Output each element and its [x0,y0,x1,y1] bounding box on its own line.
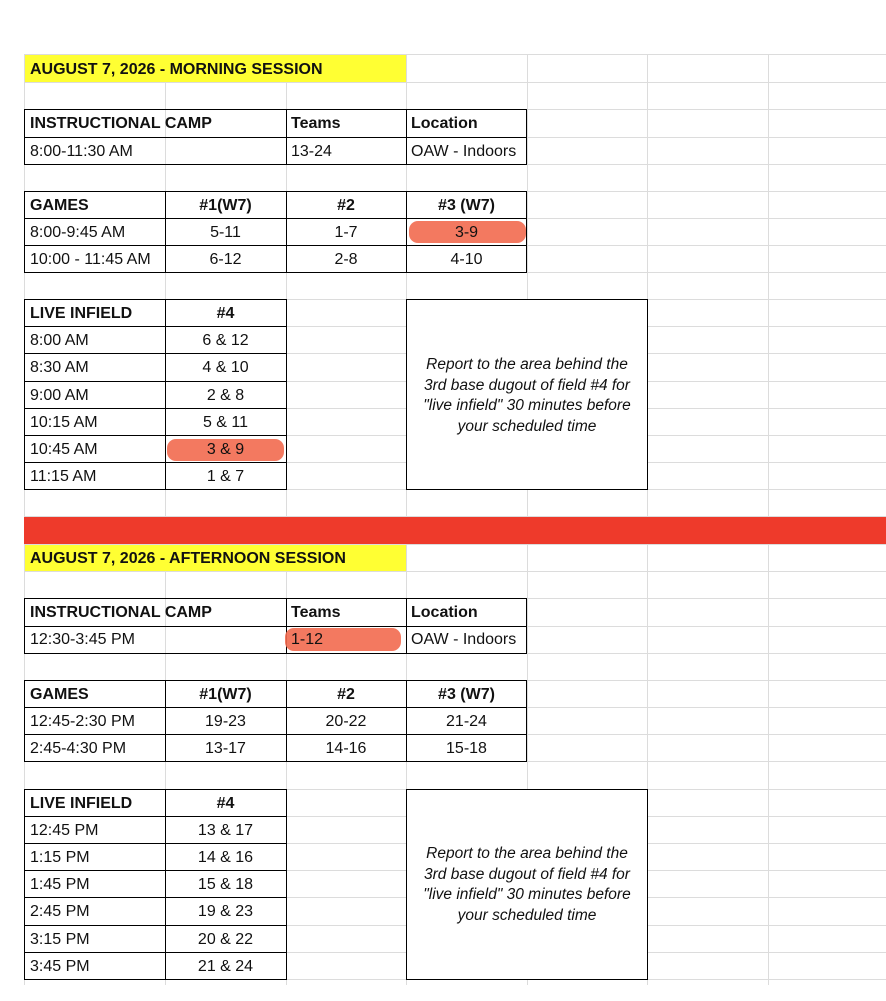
afternoon-note-text [407,844,647,926]
afternoon-games-row-divider-2 [24,734,527,735]
afternoon-games-field3-header: #3 (W7) [438,686,495,703]
afternoon-infield-teams: 21 & 24 [197,958,254,975]
afternoon-infield-row-divider-6 [24,952,287,953]
morning-infield-header: LIVE INFIELD [30,305,133,322]
morning-camp-teams-header: Teams [291,115,341,132]
morning-infield-time: 10:45 AM [30,441,98,458]
morning-infield-row-divider-4 [24,408,287,409]
afternoon-infield-teams: 19 & 23 [197,903,254,920]
morning-camp-col-divider-1 [286,109,287,165]
morning-infield-row-divider-2 [24,353,287,354]
afternoon-games-row2-field1: 13-17 [205,740,246,757]
morning-infield-field-header: #4 [216,305,235,322]
morning-camp-header: INSTRUCTIONAL CAMP [30,115,212,132]
afternoon-games-row2-field2: 14-16 [325,740,367,757]
morning-infield-time: 11:15 AM [30,468,97,485]
morning-infield-row-divider-3 [24,381,287,382]
morning-camp-time: 8:00-11:30 AM [30,143,133,160]
morning-infield-teams: 6 & 12 [202,332,249,349]
afternoon-camp-teams: 1-12 [291,631,324,648]
morning-games-field1-header: #1(W7) [199,197,252,214]
afternoon-infield-row-divider-1 [24,816,287,817]
morning-infield-teams: 5 & 11 [202,414,249,431]
afternoon-camp-col-divider-2 [406,598,407,654]
morning-infield-teams: 1 & 7 [206,468,245,485]
morning-infield-time: 8:00 AM [30,332,89,349]
morning-games-row2-field3: 4-10 [450,251,483,268]
note-line: your scheduled time [457,906,597,924]
afternoon-infield-time: 2:45 PM [30,903,90,920]
afternoon-camp-time: 12:30-3:45 PM [30,631,135,648]
session-divider-band [24,517,886,544]
afternoon-camp-divider [24,626,527,627]
morning-games-field2-header: #2 [337,197,355,214]
afternoon-infield-time: 12:45 PM [30,822,99,839]
morning-session-title: AUGUST 7, 2026 - MORNING SESSION [30,61,323,78]
afternoon-games-row1-field3: 21-24 [446,713,487,730]
morning-camp-col-divider-2 [406,109,407,165]
morning-note-text [407,355,647,437]
note-line: 3rd base dugout of field #4 for [424,376,630,394]
note-line: "live infield" 30 minutes before [423,886,631,903]
afternoon-infield-row-divider-5 [24,925,287,926]
afternoon-games-row1-field2: 20-22 [325,713,367,730]
morning-games-field3-header: #3 (W7) [438,197,495,214]
morning-games-row2-field1: 6-12 [209,251,242,268]
afternoon-games-header: GAMES [30,686,89,703]
afternoon-games-row1-time: 12:45-2:30 PM [30,713,135,730]
morning-camp-location-header: Location [411,115,478,132]
morning-games-row-divider-2 [24,245,527,246]
afternoon-games-field1-header: #1(W7) [199,686,252,703]
afternoon-infield-time: 1:15 PM [30,849,90,866]
morning-games-row2-time: 10:00 - 11:45 AM [30,251,151,268]
morning-infield-time: 9:00 AM [30,387,89,404]
afternoon-infield-teams: 20 & 22 [197,931,254,948]
morning-infield-row-divider-6 [24,462,287,463]
afternoon-infield-row-divider-4 [24,897,287,898]
morning-games-row1-time: 8:00-9:45 AM [30,224,126,241]
note-line: 3rd base dugout of field #4 for [424,865,630,883]
afternoon-camp-location-header: Location [411,604,478,621]
morning-camp-divider [24,137,527,138]
afternoon-games-row2-field3: 15-18 [446,740,487,757]
afternoon-infield-row-divider-3 [24,870,287,871]
note-line: "live infield" 30 minutes before [423,397,631,414]
afternoon-camp-teams-header: Teams [291,604,341,621]
afternoon-infield-teams: 13 & 17 [197,822,254,839]
afternoon-infield-row-divider-2 [24,843,287,844]
afternoon-games-field2-header: #2 [337,686,355,703]
morning-infield-teams: 3 & 9 [206,441,245,458]
morning-camp-location: OAW - Indoors [411,143,517,160]
morning-games-row-divider-1 [24,218,527,219]
afternoon-infield-time: 3:45 PM [30,958,90,975]
morning-infield-time: 8:30 AM [30,359,89,376]
morning-infield-time: 10:15 AM [30,414,98,431]
afternoon-games-row2-time: 2:45-4:30 PM [30,740,127,757]
afternoon-infield-time: 1:45 PM [30,876,90,893]
morning-infield-teams: 4 & 10 [202,359,249,376]
morning-infield-row-divider-1 [24,326,287,327]
morning-infield-teams: 2 & 8 [206,387,245,404]
afternoon-infield-teams: 14 & 16 [197,849,254,866]
morning-games-row1-field3: 3-9 [454,224,479,241]
note-line: your scheduled time [457,417,597,435]
note-line: Report to the area behind the [426,845,628,862]
afternoon-camp-location: OAW - Indoors [411,631,517,648]
afternoon-games-row-divider-1 [24,707,527,708]
morning-games-row1-field1: 5-11 [210,224,241,241]
afternoon-infield-header: LIVE INFIELD [30,795,133,812]
morning-games-row1-field2: 1-7 [334,224,358,241]
morning-games-row2-field2: 2-8 [334,251,358,268]
morning-infield-row-divider-5 [24,435,287,436]
morning-camp-teams: 13-24 [291,143,332,160]
afternoon-session-title: AUGUST 7, 2026 - AFTERNOON SESSION [30,550,346,567]
afternoon-camp-header: INSTRUCTIONAL CAMP [30,604,212,621]
afternoon-games-row1-field1: 19-23 [205,713,246,730]
morning-games-header: GAMES [30,197,89,214]
note-line: Report to the area behind the [426,356,628,373]
afternoon-infield-teams: 15 & 18 [197,876,254,893]
afternoon-infield-field-header: #4 [216,795,235,812]
afternoon-infield-time: 3:15 PM [30,931,90,948]
